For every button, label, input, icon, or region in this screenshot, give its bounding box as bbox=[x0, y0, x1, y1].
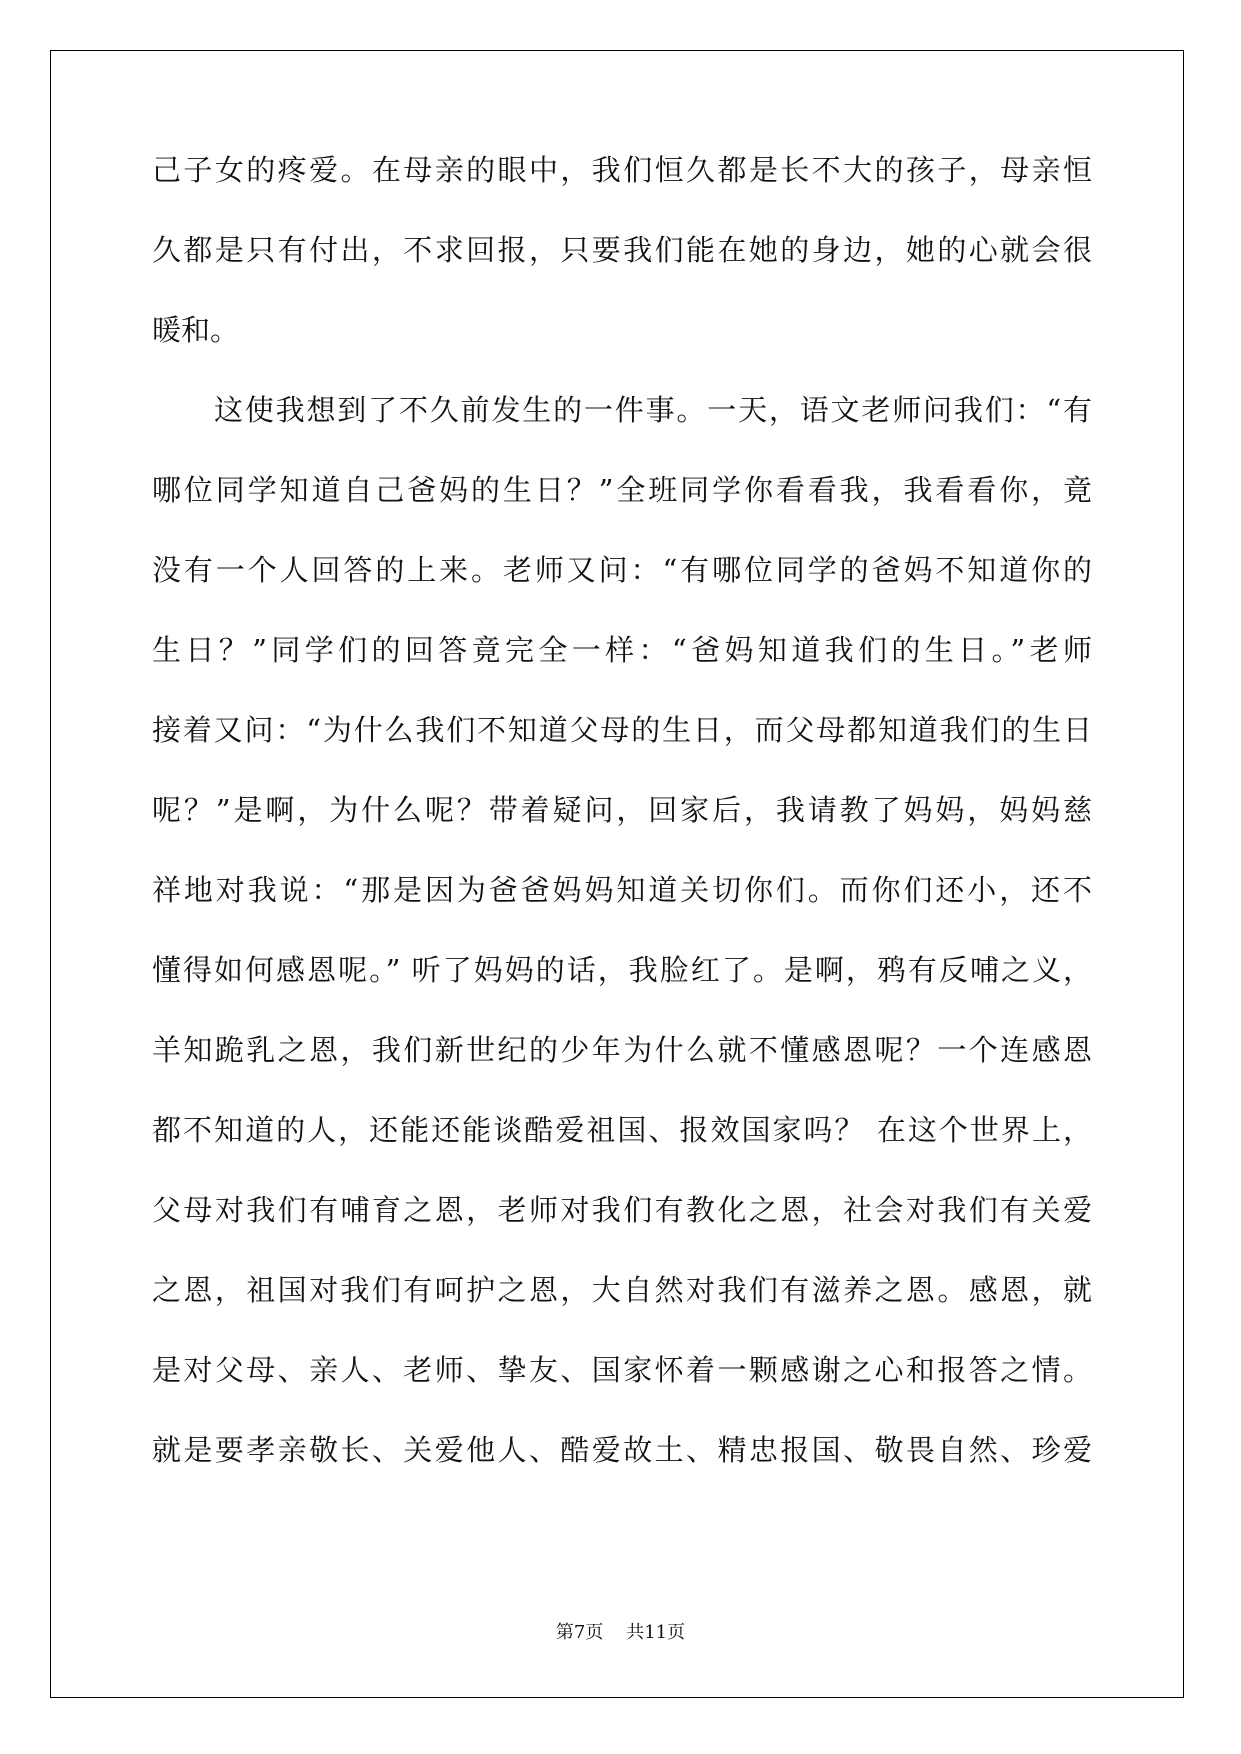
text-line: 暖和。 bbox=[152, 313, 240, 347]
page-footer bbox=[0, 1618, 1241, 1644]
text-line: 懂得如何感恩呢。” 听了妈妈的话，我脸红了。是啊，鸦有反哺之义， bbox=[152, 953, 1092, 987]
text-line: 都不知道的人，还能还能谈酷爱祖国、报效国家吗？ 在这个世界上， bbox=[152, 1113, 1092, 1147]
text-line: 没有一个人回答的上来。老师又问：“有哪位同学的爸妈不知道你的 bbox=[152, 553, 1092, 587]
text-line: 这使我想到了不久前发生的一件事。一天，语文老师问我们：“有 bbox=[214, 393, 1092, 427]
text-line: 接着又问：“为什么我们不知道父母的生日，而父母都知道我们的生日 bbox=[152, 713, 1092, 747]
page-total: 共11页 bbox=[626, 1622, 686, 1643]
page-number: 第7页 bbox=[555, 1622, 604, 1643]
footer-spacer bbox=[603, 1622, 626, 1643]
text-line: 之恩，祖国对我们有呵护之恩，大自然对我们有滋养之恩。感恩，就 bbox=[152, 1273, 1092, 1307]
text-line: 呢？”是啊，为什么呢？带着疑问，回家后，我请教了妈妈，妈妈慈 bbox=[152, 793, 1092, 827]
text-line: 祥地对我说：“那是因为爸爸妈妈知道关切你们。而你们还小，还不 bbox=[152, 873, 1092, 907]
text-line: 己子女的疼爱。在母亲的眼中，我们恒久都是长不大的孩子，母亲恒 bbox=[152, 153, 1092, 187]
text-line: 久都是只有付出，不求回报，只要我们能在她的身边，她的心就会很 bbox=[152, 233, 1092, 267]
text-line: 是对父母、亲人、老师、挚友、国家怀着一颗感谢之心和报答之情。 bbox=[152, 1353, 1092, 1387]
text-line: 哪位同学知道自己爸妈的生日？”全班同学你看看我，我看看你，竟 bbox=[152, 473, 1092, 507]
text-line: 羊知跪乳之恩，我们新世纪的少年为什么就不懂感恩呢？一个连感恩 bbox=[152, 1033, 1092, 1067]
text-line: 就是要孝亲敬长、关爱他人、酷爱故土、精忠报国、敬畏自然、珍爱 bbox=[152, 1433, 1092, 1467]
text-line: 生日？”同学们的回答竟完全一样：“爸妈知道我们的生日。”老师 bbox=[152, 633, 1092, 667]
text-line: 父母对我们有哺育之恩，老师对我们有教化之恩，社会对我们有关爱 bbox=[152, 1193, 1092, 1227]
